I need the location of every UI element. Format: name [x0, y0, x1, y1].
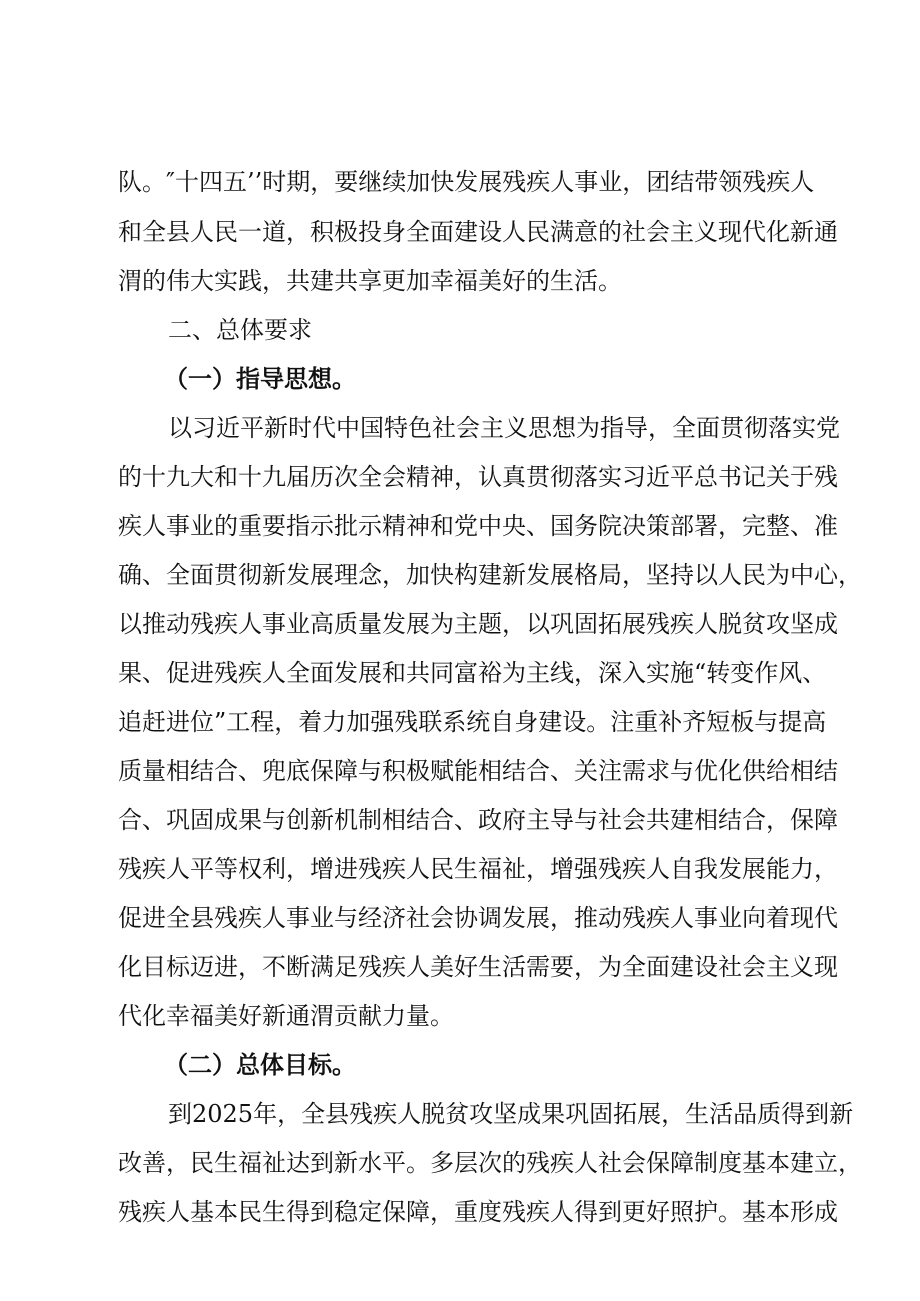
- body-text-line: 以推动残疾人事业高质量发展为主题，以巩固拓展残疾人脱贫攻坚成: [118, 610, 838, 638]
- body-text-line: 到2025年，全县残疾人脱贫攻坚成果巩固拓展，生活品质得到新: [168, 1100, 854, 1128]
- body-text-line: 合、巩固成果与创新机制相结合、政府主导与社会共建相结合，保障: [118, 806, 838, 834]
- body-text-line: 队。″十四五’’时期，要继续加快发展残疾人事业，团结带领残疾人: [118, 168, 815, 196]
- body-text-line: 代化幸福美好新通渭贡献力量。: [118, 1002, 454, 1030]
- subsection-heading-overall-goals: （二）总体目标。: [164, 1050, 356, 1079]
- body-text-line: 质量相结合、兜底保障与积极赋能相结合、关注需求与优化供给相结: [118, 757, 838, 785]
- body-text-line: 残疾人基本民生得到稳定保障，重度残疾人得到更好照护。基本形成: [118, 1198, 838, 1226]
- body-text-line: 渭的伟大实践，共建共享更加幸福美好的生活。: [118, 267, 622, 295]
- body-text-line: 残疾人平等权利，增进残疾人民生福祉，增强残疾人自我发展能力，: [118, 855, 838, 883]
- body-text-line: 和全县人民一道，积极投身全面建设人民满意的社会主义现代化新通: [118, 218, 838, 246]
- body-text-line: 改善，民生福祉达到新水平。多层次的残疾人社会保障制度基本建立，: [118, 1149, 862, 1177]
- body-text-line: 以习近平新时代中国特色社会主义思想为指导，全面贯彻落实党: [168, 414, 840, 442]
- section-heading: 二、总体要求: [168, 316, 312, 344]
- body-text-line: 化目标迈进，不断满足残疾人美好生活需要，为全面建设社会主义现: [118, 953, 838, 981]
- body-text-line: 确、全面贯彻新发展理念，加快构建新发展格局，坚持以人民为中心，: [118, 561, 862, 589]
- body-text-line: 疾人事业的重要指示批示精神和党中央、国务院决策部署，完整、准: [118, 512, 838, 540]
- body-text-line: 追赶进位”工程，着力加强残联系统自身建设。注重补齐短板与提高: [118, 708, 827, 736]
- body-text-line: 促进全县残疾人事业与经济社会协调发展，推动残疾人事业向着现代: [118, 904, 838, 932]
- body-text-line: 果、促进残疾人全面发展和共同富裕为主线，深入实施“转变作风、: [118, 659, 827, 687]
- subsection-heading-guiding-ideology: （一）指导思想。: [164, 364, 356, 393]
- body-text-line: 的十九大和十九届历次全会精神，认真贯彻落实习近平总书记关于残: [118, 463, 838, 491]
